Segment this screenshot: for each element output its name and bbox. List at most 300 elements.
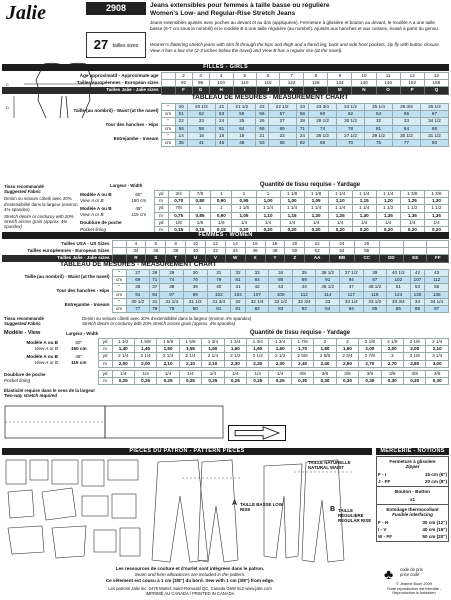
cell: 107	[245, 291, 269, 298]
cell: 1,10	[256, 212, 280, 219]
cell: K	[280, 87, 304, 94]
cell: 107	[410, 277, 425, 284]
cell: P	[400, 87, 424, 94]
cell: 1,60	[269, 346, 291, 353]
cell: 57	[268, 111, 296, 118]
cell: 134	[328, 80, 352, 87]
fabric-label-en: Suggested Fabric	[4, 321, 41, 327]
cell: 44	[292, 284, 316, 291]
cell: 0,90	[211, 198, 232, 205]
cell: 1,05	[232, 212, 256, 219]
cell: 1,45	[134, 346, 156, 353]
cell: 74	[309, 125, 337, 132]
cell: 22	[175, 118, 187, 125]
cell: 28	[296, 118, 308, 125]
cell: 91	[126, 291, 150, 298]
cell: 30	[184, 270, 208, 277]
girls-yd150-row	[80, 191, 449, 198]
girls-band: FILLES - GIRLS	[2, 64, 449, 71]
copyright: © Jeanne Bourl 2009	[396, 582, 432, 586]
women-yardage-title: Quantité de tissu requise - Yardage	[249, 330, 351, 336]
cell: 2 1/4	[179, 353, 201, 360]
cell: 0,20	[280, 227, 304, 234]
cell: 16	[187, 132, 215, 139]
cell: 31	[150, 298, 160, 305]
cell: EE	[404, 255, 427, 262]
stretch-arrow-icon	[228, 425, 286, 441]
cell: 23	[296, 104, 308, 111]
int-sizes: I - V	[378, 527, 387, 532]
cell: 2 7/8	[359, 353, 381, 360]
cell: 85	[363, 306, 387, 313]
cell: J	[256, 87, 279, 94]
cell: 56	[175, 125, 187, 132]
printed: IMPRIMÉ AU CANADA / PRINTED IN CANADA	[145, 591, 235, 596]
cell: 28	[150, 270, 160, 277]
cell: 91	[316, 277, 340, 284]
cell: 99	[184, 291, 208, 298]
svg-text:D: D	[6, 105, 9, 110]
girls-inseam-in-row	[2, 132, 449, 139]
width-cm: 150 cm	[70, 345, 87, 351]
cell: 0,95	[232, 198, 256, 205]
cell: 130	[410, 291, 425, 298]
cell: 33 3/4	[387, 298, 411, 305]
width-in: 45"	[75, 353, 83, 359]
cell: 1,00	[256, 198, 280, 205]
cell: L	[304, 87, 328, 94]
zipper-section	[377, 457, 448, 487]
cell: 0,25	[224, 378, 246, 385]
cell: 74	[160, 277, 184, 284]
brand-logo: Jalie	[6, 2, 46, 24]
copyright-block	[378, 582, 450, 596]
cell: 12	[400, 73, 424, 80]
cell: 36	[146, 248, 166, 255]
cell: 25 3/4	[393, 104, 421, 111]
cell: 66	[256, 125, 268, 132]
title-en: Women's Low- and Regular-Rise Stretch Jeans	[150, 10, 296, 17]
cell: 33 1/4	[340, 298, 364, 305]
price-code-label-en: price code	[400, 572, 420, 577]
cell: 84	[316, 306, 340, 313]
cell: 27	[268, 118, 296, 125]
girls-width-label: Largeur - Width	[110, 183, 143, 188]
cell: 3 1/4	[426, 353, 449, 360]
cell: 54	[330, 248, 355, 255]
cell: 32	[365, 118, 393, 125]
cell: 1/4	[328, 219, 352, 226]
cell: 1,30	[352, 212, 376, 219]
sizes-count-box	[86, 32, 146, 58]
cell: U	[186, 255, 206, 262]
cell: 23 3/4	[309, 104, 337, 111]
cell: 71	[150, 277, 160, 284]
cell: 32	[231, 298, 246, 305]
footer-address	[40, 586, 340, 596]
cell: 2 1/4	[202, 353, 224, 360]
cell: 69	[126, 277, 150, 284]
cell: 2,00	[112, 360, 134, 367]
girls-lining-yd-row	[80, 219, 449, 226]
view-ab-en: View A or B	[34, 345, 58, 351]
cell: 31 1/2	[420, 132, 448, 139]
cell: 86	[387, 306, 411, 313]
cell: 3	[192, 73, 209, 80]
cell: 94	[150, 291, 160, 298]
cell: 1 1/2	[400, 205, 424, 212]
women-lining-yd-row	[2, 371, 449, 378]
cell: 92	[175, 80, 192, 87]
cell: 2,40	[291, 360, 313, 367]
cell: 87	[425, 306, 449, 313]
lining-fr: Doublure de poche	[80, 220, 122, 226]
cell: Y	[265, 255, 285, 262]
cell: 33	[245, 270, 269, 277]
cell: 0,20	[304, 227, 328, 234]
title-fr: Jeans extensibles pour femmes à taille basse ou régulière	[150, 2, 330, 9]
cell: 1,15	[352, 198, 376, 205]
pattern-title	[150, 2, 445, 18]
view-a-marker: A	[232, 500, 238, 507]
cell: 77	[126, 306, 150, 313]
cell: 2 1/8	[359, 339, 381, 346]
price-code-label: code de prix	[400, 567, 423, 572]
cell: 2	[314, 339, 336, 346]
unit-cm: cm	[112, 306, 126, 313]
cell: 75	[365, 140, 393, 147]
cell: 20	[285, 241, 305, 248]
cell: 112	[425, 277, 449, 284]
cell: 36 1/2	[316, 270, 340, 277]
cell: 1/4	[157, 371, 179, 378]
cell: 0,15	[168, 227, 189, 234]
cell: 31	[207, 270, 231, 277]
view-a-label: TAILLE BASSE LOW RISE	[240, 502, 283, 513]
stretch-gauge	[4, 402, 224, 442]
hips-label: Tour des hanches - Hips	[56, 288, 110, 293]
cell: 1/4	[304, 219, 328, 226]
cell: 2,10	[426, 346, 449, 353]
cell: 52	[187, 111, 215, 118]
cell: 3/8	[291, 371, 313, 378]
cell: 41	[187, 140, 215, 147]
cell: 1 3/4	[269, 339, 291, 346]
cell: 1 3/4	[224, 339, 246, 346]
view-ab-en: View A or B	[80, 212, 104, 218]
cell: 1/4	[202, 371, 224, 378]
button-value: x1	[409, 497, 416, 502]
cell: Z	[285, 255, 305, 262]
cell: 33	[393, 118, 421, 125]
cell: 2,10	[179, 360, 201, 367]
unit-yd: yd	[98, 339, 112, 346]
width-cm: 115 cm	[71, 360, 87, 366]
cell: 1/4	[424, 219, 448, 226]
unit-in: "	[112, 298, 126, 305]
cell: 18	[265, 241, 285, 248]
cell: 1,25	[328, 212, 352, 219]
cell: 1 1/2	[424, 205, 448, 212]
cell: 0,75	[168, 212, 189, 219]
cell: 3/8	[336, 371, 358, 378]
cell: 14	[175, 132, 187, 139]
cell: 80	[420, 140, 448, 147]
cell: 80	[184, 306, 208, 313]
cell: 0,70	[168, 198, 189, 205]
cell: 158	[424, 80, 448, 87]
cell: 53	[215, 111, 227, 118]
cell: 4	[126, 241, 146, 248]
cell: 98	[192, 80, 209, 87]
cell: 0,30	[314, 378, 336, 385]
cell: 8	[166, 241, 186, 248]
cell: 0,20	[400, 227, 424, 234]
cell: 22 1/2	[268, 104, 296, 111]
cell: 1,00	[280, 198, 304, 205]
cell: 50	[285, 248, 305, 255]
cell: 2,30	[269, 360, 291, 367]
hips-label: Tour des hanches - Hips	[105, 122, 159, 127]
cell: 1,50	[157, 346, 179, 353]
cell: 1 3/8	[400, 191, 424, 198]
girls-yd115-row	[80, 205, 449, 212]
cell: 16	[245, 241, 265, 248]
cell: 2,30	[224, 360, 246, 367]
unit-yd: yd	[154, 205, 168, 212]
cell: 34 1/4	[425, 298, 449, 305]
cell: 41	[231, 284, 246, 291]
cell: 46	[215, 140, 227, 147]
cell: 1 1/8	[232, 205, 256, 212]
cell: 1/4	[134, 371, 156, 378]
cell: 2,40	[314, 360, 336, 367]
cell: 31 1/4	[160, 298, 184, 305]
cell: 1,30	[424, 198, 448, 205]
cell: 88	[420, 125, 448, 132]
unit-cm: cm	[161, 111, 175, 118]
cell: 1/4	[269, 371, 291, 378]
unit-m: m	[98, 360, 112, 367]
cell: 23	[268, 132, 296, 139]
sizes-count: 27	[93, 37, 109, 52]
cell: 2 5/8	[314, 353, 336, 360]
cell: 1 1/8	[280, 191, 304, 198]
cell: 89	[292, 277, 316, 284]
cell: 3/8	[426, 371, 449, 378]
cell: 48	[265, 248, 285, 255]
cell: 1 1/4	[280, 205, 304, 212]
cell: 62	[337, 111, 365, 118]
cell: 1 1/4	[352, 205, 376, 212]
cell: G	[192, 87, 209, 94]
lining-label	[2, 371, 98, 385]
view-ab: Modèle A ou B	[80, 205, 112, 211]
cell: 20 1/2	[187, 104, 215, 111]
pattern-pieces-diagram	[2, 456, 372, 566]
description-fr: Jeans extensibles ajustés avec poches au devant et au dos (appliquées). Fermeture à glissière et bouton au devant, le modèle A a une taille basse (5-7 cm sous le nombril) et le modèle B a une taille régulière (au nombril). Ajustés aux hanches et aux cuisses, évasé à partir du genou.	[150, 20, 440, 31]
cell: 0,15	[189, 227, 210, 234]
cell: 152	[400, 80, 424, 87]
width-cell	[124, 191, 154, 205]
cell: 33 1/2	[363, 298, 387, 305]
cell: 1 5/8	[157, 339, 179, 346]
unit-cm: cm	[161, 140, 175, 147]
cell: 40	[207, 284, 231, 291]
cell: 37 1/2	[340, 270, 364, 277]
cell: 34 1/2	[420, 118, 448, 125]
cell: 38	[160, 284, 184, 291]
cell: 0,20	[376, 227, 400, 234]
cell: 3/4	[168, 191, 189, 198]
unit-yd: yd	[98, 371, 112, 378]
cell: 14	[225, 241, 245, 248]
view-ab: Modèle A ou B	[26, 353, 58, 359]
cell: T	[166, 255, 186, 262]
euro-label: Tailles européennes - European Sizes	[27, 248, 110, 254]
width-cell	[60, 353, 98, 367]
cell: 110	[233, 80, 256, 87]
cell: 1 1/2	[376, 205, 400, 212]
notions-box	[376, 456, 449, 542]
cell: 1/4	[232, 219, 256, 226]
cell: 65	[393, 111, 421, 118]
int-row	[378, 520, 447, 525]
cell: 2 1/2	[269, 353, 291, 360]
cell: 82	[245, 306, 269, 313]
cell: 42	[205, 248, 225, 255]
cell: 81	[365, 125, 393, 132]
cell: 22	[256, 104, 268, 111]
cell: 0,30	[381, 378, 403, 385]
cell: 97	[160, 291, 184, 298]
int-row	[378, 534, 447, 539]
cell: 1,25	[400, 198, 424, 205]
cell: 10	[352, 73, 376, 80]
cell: 114	[316, 291, 340, 298]
view-label	[2, 353, 60, 367]
zip-sizes: J - FF	[378, 479, 391, 484]
notions-band: MERCERIE - NOTIONS	[376, 448, 449, 455]
cell: 2,80	[403, 360, 425, 367]
cell: 32	[231, 270, 246, 277]
svg-text:C: C	[6, 82, 9, 87]
button-title: Bouton - Button	[395, 489, 430, 494]
unit-cm: cm	[112, 277, 126, 284]
cell: 29	[160, 270, 184, 277]
girls-chart-title: TABLEAU DE MESURES - MEASUREMENT CHART	[191, 94, 349, 101]
cell: 33	[316, 298, 340, 305]
zip-row	[378, 472, 447, 477]
cell: 2 1/4	[157, 353, 179, 360]
cell: V	[205, 255, 225, 262]
cell: 18	[215, 132, 227, 139]
cell: 104	[209, 80, 233, 87]
women-measurement-table	[2, 269, 449, 313]
cell: 2 1/8	[403, 339, 425, 346]
cell: 84	[245, 277, 269, 284]
women-band: FEMMES - WOMEN	[2, 232, 449, 239]
cell: 79	[207, 277, 231, 284]
inseam-label: Entrejambe - Inseam	[64, 302, 110, 308]
cell: 66	[309, 140, 337, 147]
cell: 42	[410, 270, 425, 277]
waist-label: Taille (au nombril) - Waist (at the navel)	[24, 273, 110, 279]
cell: 1,05	[304, 198, 328, 205]
cell: W	[225, 255, 245, 262]
fabric-note: Denim ou velours côtelé avec 20% d'extensibilité dans la largeur (environ 4% spandex)	[82, 316, 252, 321]
girls-size-table	[2, 72, 449, 95]
cell: 2,00	[381, 346, 403, 353]
cell: 104	[231, 291, 246, 298]
cell: 5	[233, 73, 256, 80]
cell: 3/8	[359, 371, 381, 378]
cell: 13	[424, 73, 448, 80]
cell: 40	[186, 248, 206, 255]
cell: 26	[354, 241, 379, 248]
cell: 2,00	[359, 346, 381, 353]
cell: 1/8	[211, 219, 232, 226]
stretch-note-fr: Élasticité requise dans le sens de la largeur	[4, 388, 96, 393]
women-yd115-row	[2, 353, 449, 360]
cell: 64	[228, 125, 256, 132]
int-value: 30 cm (12")	[422, 520, 447, 525]
cell: 29 1/2	[365, 132, 393, 139]
view-ab: Modèle A ou B	[26, 339, 58, 345]
natural-waist-label: TAILLE NATURELLE NATURAL WAIST	[308, 460, 351, 471]
unit-m: m	[98, 378, 112, 385]
cell: 30 1/2	[126, 298, 150, 305]
int-value: 40 cm (16")	[422, 527, 447, 532]
view-label	[80, 191, 124, 205]
fabric-notes	[82, 316, 251, 326]
cell: 3/8	[381, 371, 403, 378]
fabric-label: Tissu recommandé	[4, 316, 44, 321]
cell: 2,70	[381, 360, 403, 367]
cell: 67	[420, 111, 448, 118]
cell: 79	[150, 306, 160, 313]
cell: 1,10	[328, 198, 352, 205]
cell: 11	[376, 73, 400, 80]
girls-waist-in-row	[2, 104, 449, 111]
cell: 3 1/8	[403, 353, 425, 360]
cell: 1 3/4	[247, 339, 269, 346]
women-euro-row	[2, 248, 449, 255]
cell: 48	[228, 140, 256, 147]
unit-in: "	[161, 132, 175, 139]
inseam-label: Entrejambe - Inseam	[113, 136, 159, 142]
cell: 0,25	[112, 378, 134, 385]
cell: 46	[245, 248, 265, 255]
cell: 1,35	[424, 212, 448, 219]
women-model-label: Modèle - View	[4, 330, 41, 336]
width-cm: 115 cm	[131, 212, 147, 218]
cell: 0,85	[189, 212, 210, 219]
cell: 1/4	[112, 371, 134, 378]
cell: 124	[387, 291, 411, 298]
zipper-title-en: Zipper	[405, 464, 420, 469]
cell: 1	[232, 191, 256, 198]
women-inseam-in-row	[2, 298, 449, 305]
fabric-note-en: Stretch denim or corduroy with 20% stretch across grain (approx. 4% spandex)	[4, 214, 74, 230]
cell: 21 1/2	[228, 104, 256, 111]
cell: 1/4	[247, 371, 269, 378]
cell: 32 3/4	[292, 298, 316, 305]
footer-line1-en: Seam and hem allowances are included in the pattern.	[134, 571, 246, 577]
cell: 31 1/2	[184, 298, 208, 305]
cell: 24	[330, 241, 355, 248]
cell: 42	[245, 284, 269, 291]
